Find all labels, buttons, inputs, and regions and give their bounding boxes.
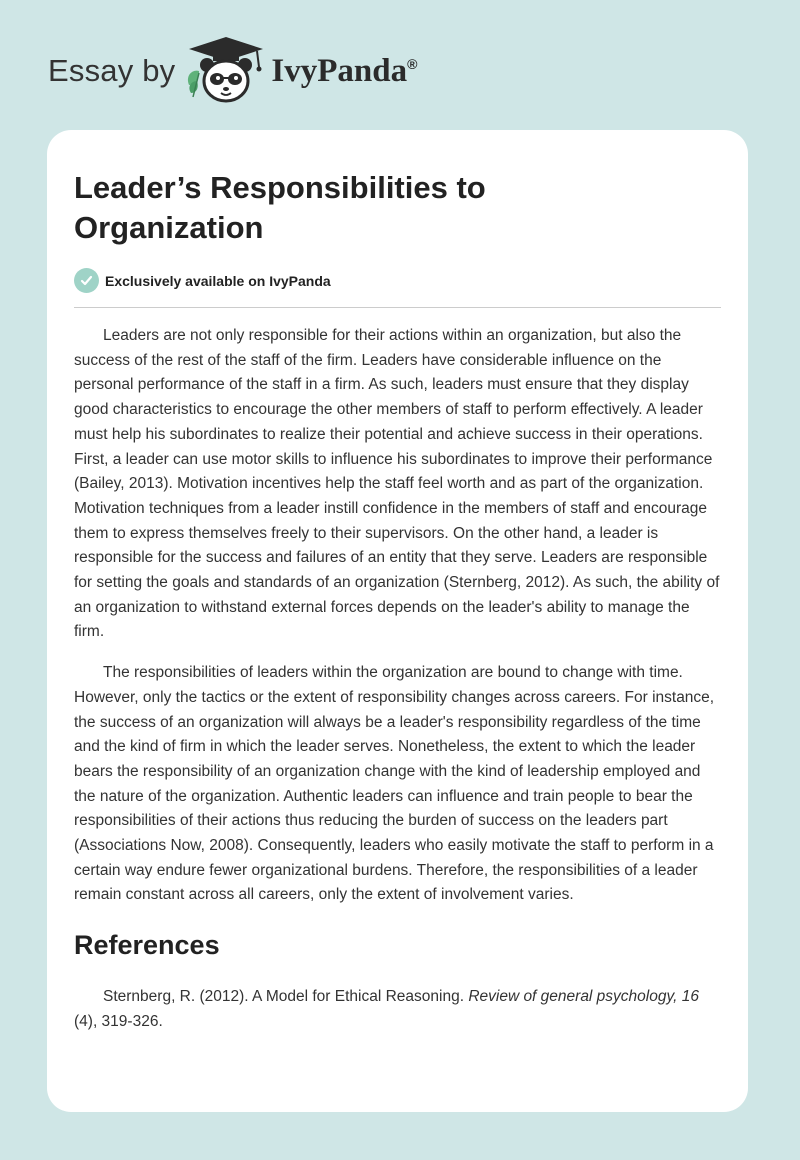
body-paragraph-1: Leaders are not only responsible for their actions within an organization, but also the success of the rest of the staff of the firm. Leaders have considerable influence on the personal performance of the staff in a firm. As such, leaders must ensure that they display good characteristics to encourage the other members of staff to perform effectively. A leader must help his subordinates to realize their potential and achieve success in their operations. First, a leader can use motor skills to influence his subordinates to improve their performance (Bailey, 2013). Motivation incentives help the staff feel worth and as part of the organization. Motivation techniques from a leader instill confidence in the members of staff and encourage them to express themselves freely to their supervisors. On the other hand, a leader is responsible for the success and failures of an entity that they serve. Leaders are responsible for setting the goals and standards of an organization (Sternberg, 2012). As such, the ability of an organization to withstand external forces depends on the leader's ability to manage the firm.: [74, 327, 720, 641]
essay-by-label: Essay by: [48, 53, 176, 88]
site-header: [48, 36, 417, 106]
divider: [74, 307, 721, 308]
check-icon: [74, 268, 99, 293]
reference-pages: (4), 319-326.: [74, 1012, 163, 1030]
reference-authors: Sternberg, R. (2012). A Model for Ethical Reasoning.: [103, 988, 469, 1006]
exclusive-badge-label: Exclusively available on IvyPanda: [105, 272, 331, 289]
reference-journal: Review of general psychology, 16: [468, 988, 699, 1006]
registered-mark: ®: [407, 55, 418, 72]
reference-item: [74, 985, 721, 1034]
references-heading: References: [74, 930, 220, 961]
exclusive-badge: [74, 268, 721, 293]
body-paragraph-2: The responsibilities of leaders within the organization are bound to change with time. However, only the tactics or the extent of responsibility changes across careers. For instance, the success of an organization will always be a leader's responsibility regardless of the time and the kind of firm in which the leader serves. Nonetheless, the extent to which the leader bears the responsibility of an organization change with the kind of leadership employed and the nature of the organization. Authentic leaders can influence and train people to bear the responsibilities of their actions thus reducing the burden of success on the leaders part (Associations Now, 2008). Consequently, leaders who easily motivate the staff to perform in a certain way endure fewer organizational burdens. Therefore, the responsibilities of a leader remain constant across all careers, only the extent of involvement varies.: [74, 664, 715, 904]
essay-card: [47, 130, 748, 1112]
essay-title: Leader’s Responsibilities to Organization: [74, 170, 486, 245]
panda-graduate-icon: [183, 35, 269, 107]
brand-name[interactable]: IvyPanda®: [271, 52, 418, 89]
